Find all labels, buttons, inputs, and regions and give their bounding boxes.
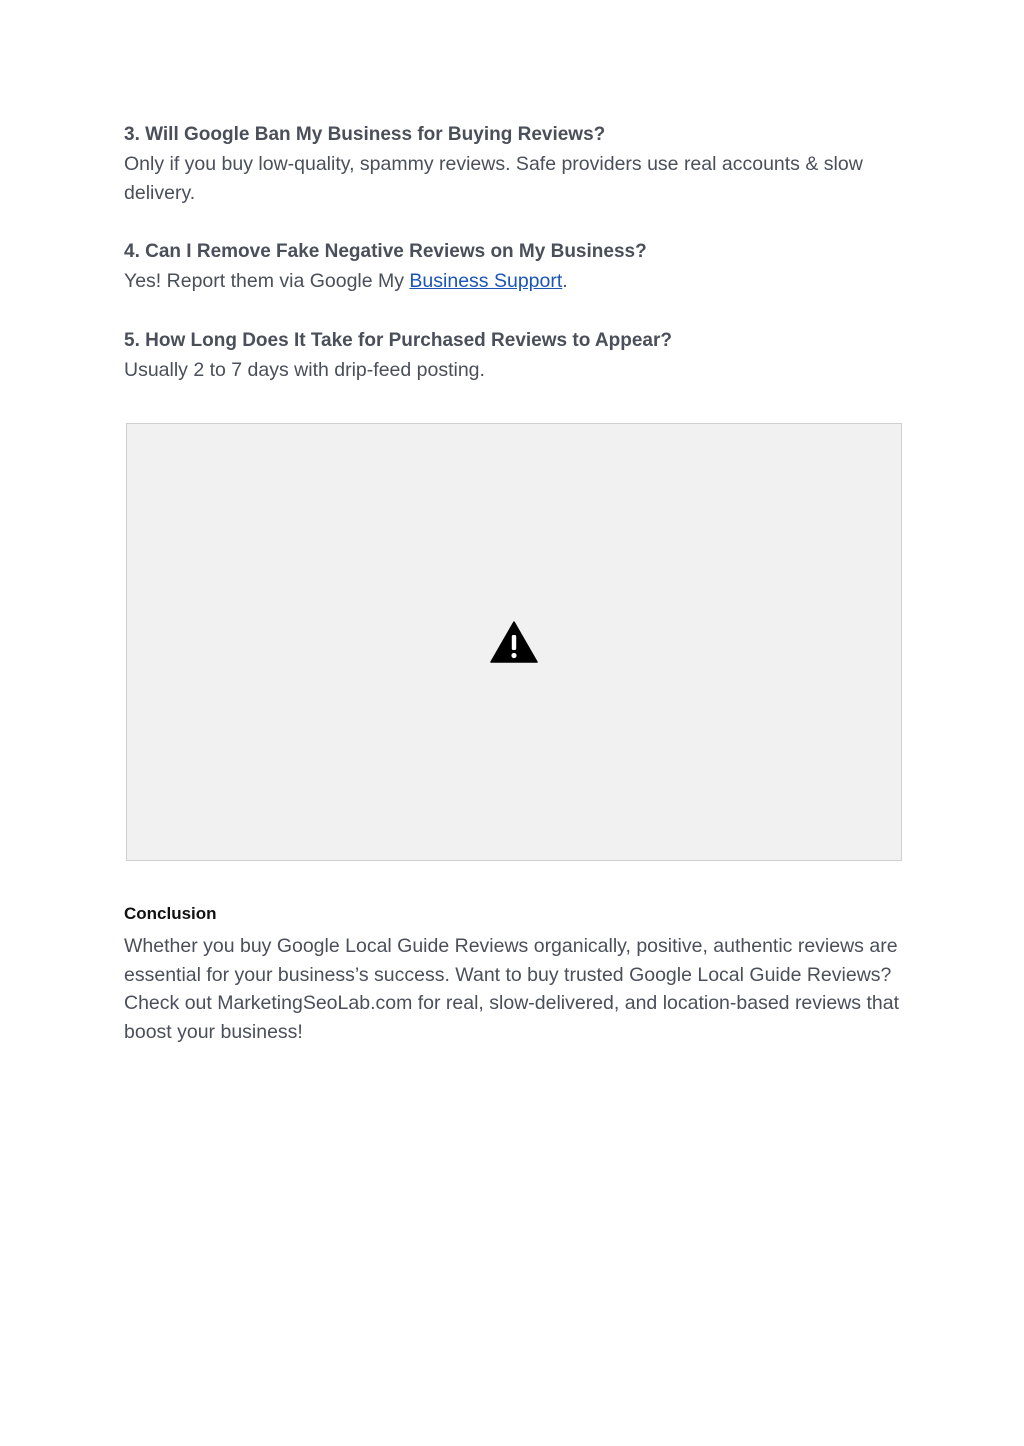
faq-answer-suffix: . [562,270,568,292]
broken-image-placeholder [126,423,902,861]
conclusion-heading: Conclusion [124,904,217,923]
faq-answer: Only if you buy low-quality, spammy reviews. Safe providers use real accounts & slow delivery. [124,153,863,204]
faq-section [124,120,914,414]
faq-item-4 [124,237,914,296]
faq-answer: Usually 2 to 7 days with drip-feed posting. [124,358,485,381]
faq-item-5 [124,326,914,385]
faq-question: 5. How Long Does It Take for Purchased Reviews to Appear? [124,329,672,351]
faq-answer [124,267,914,296]
conclusion-paragraph: Whether you buy Google Local Guide Reviews organically, positive, authentic reviews are essential for your business’s success. Want to buy trusted Google Local Guide Reviews? Check out MarketingSeoLab.com for real, slow-delivered, and location-based reviews that boost your business! [124,935,899,1043]
faq-question: 3. Will Google Ban My Business for Buying Reviews? [124,124,606,145]
warning-icon [490,621,538,663]
business-support-link[interactable]: Business Support [409,270,563,292]
faq-answer-prefix: Yes! Report them via Google My [124,270,410,292]
faq-question: 4. Can I Remove Fake Negative Reviews on My Business? [124,241,647,262]
faq-item-3 [124,120,914,207]
conclusion-section [124,902,914,1046]
